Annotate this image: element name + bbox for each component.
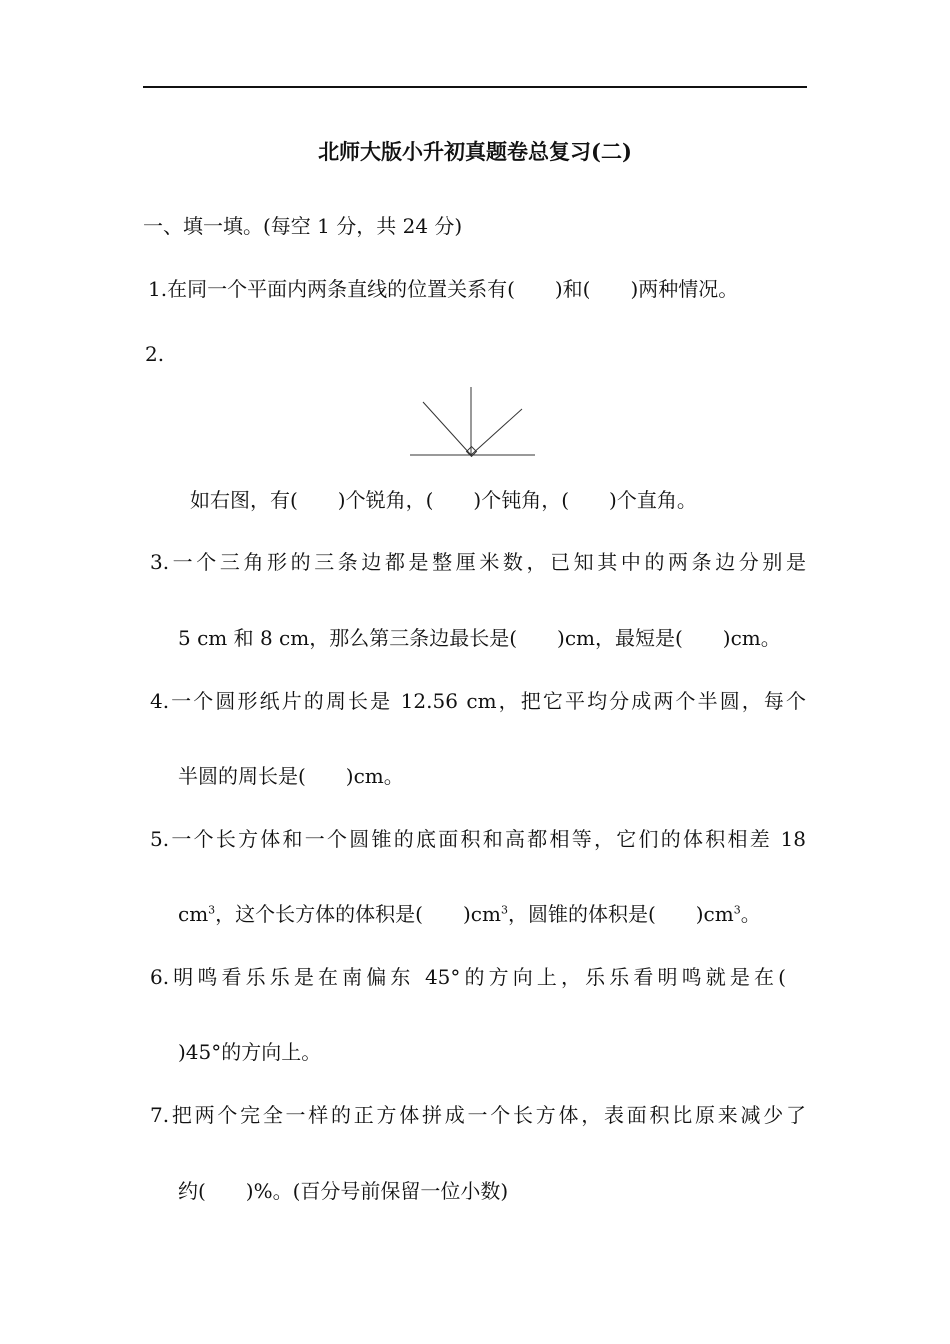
figure-right-ray — [471, 409, 522, 455]
question-5-line-1 — [150, 825, 806, 853]
superscript: 3 — [500, 903, 508, 917]
question-2-text: 如右图，有( )个锐角，( )个钝角，( )个直角。 — [190, 488, 697, 512]
question-4-line-1 — [150, 687, 806, 715]
header-rule — [143, 86, 807, 88]
question-5-text-2: ，这个长方体的体积是( )cm — [215, 902, 501, 926]
question-3-line-2: 5 cm 和 8 cm，那么第三条边最长是( )cm，最短是( )cm。 — [178, 626, 781, 650]
question-6-text-1: 6.明鸣看乐乐是在南偏东 45°的方向上，乐乐看明鸣就是在( — [150, 965, 786, 989]
question-4-text-1: 4.一个圆形纸片的周长是 12.56 cm，把它平均分成两个半圆，每个 — [150, 689, 806, 713]
question-1: 1.在同一个平面内两条直线的位置关系有( )和( )两种情况。 — [148, 277, 739, 301]
unit-cm: cm — [178, 902, 209, 926]
question-7-text-1: 7.把两个完全一样的正方体拼成一个长方体，表面积比原来减少了 — [150, 1103, 806, 1127]
question-5-text-1: 5.一个长方体和一个圆锥的底面积和高都相等，它们的体积相差 18 — [150, 827, 806, 851]
question-5-line-2 — [178, 900, 761, 928]
question-3-line-1 — [150, 548, 806, 576]
section-heading: 一、填一填。(每空 1 分，共 24 分) — [143, 214, 463, 238]
question-6-line-1 — [150, 963, 786, 991]
page-title: 北师大版小升初真题卷总复习(二) — [318, 139, 632, 164]
question-3-text-1: 3.一个三角形的三条边都是整厘米数，已知其中的两条边分别是 — [150, 550, 806, 574]
angle-figure — [405, 382, 540, 462]
question-6-line-2: )45°的方向上。 — [178, 1040, 322, 1064]
superscript: 3 — [208, 903, 216, 917]
question-2-number: 2. — [145, 342, 165, 366]
question-7-line-2: 约( )%。(百分号前保留一位小数) — [178, 1179, 509, 1203]
question-4-line-2: 半圆的周长是( )cm。 — [178, 764, 404, 788]
figure-left-ray — [423, 402, 471, 455]
question-7-line-1 — [150, 1101, 806, 1129]
superscript: 3 — [733, 903, 741, 917]
question-5-text-4: 。 — [740, 902, 761, 926]
question-5-text-3: ，圆锥的体积是( )cm — [507, 902, 734, 926]
